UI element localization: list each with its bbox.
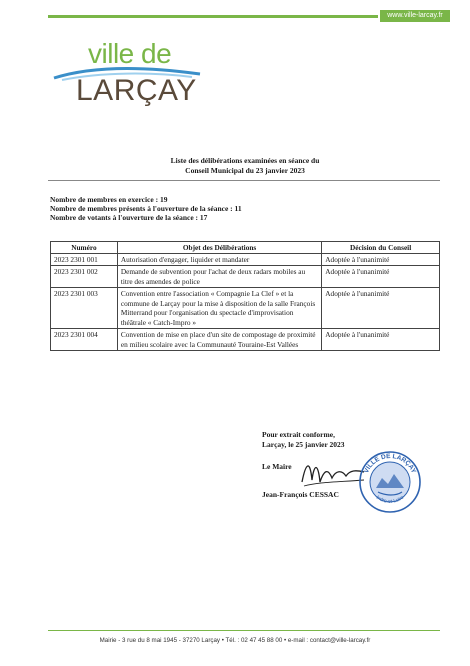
count-presents: Nombre de membres présents à l'ouverture de la séance : 11 xyxy=(50,204,242,213)
row-objet: Convention de mise en place d'un site de compostage de proximité en milieu scolaire avec la Communauté Touraine-Est Vallées xyxy=(117,329,321,351)
footer-divider xyxy=(48,630,440,631)
mayor-name: Jean-François CESSAC xyxy=(262,490,339,499)
header-decision: Décision du Conseil xyxy=(322,242,440,254)
row-number: 2023 2301 004 xyxy=(51,329,118,351)
title-divider xyxy=(48,180,440,181)
row-number: 2023 2301 002 xyxy=(51,266,118,288)
row-number: 2023 2301 003 xyxy=(51,288,118,329)
table-row xyxy=(51,253,440,266)
footer-address: Mairie - 3 rue du 8 mai 1945 - 37270 Larçay • Tél. : 02 47 45 88 00 • e-mail : contact@ville-larcay.fr xyxy=(99,637,371,644)
row-decision: Adoptée à l'unanimité xyxy=(322,288,440,329)
count-votants: Nombre de votants à l'ouverture de la séance : 17 xyxy=(50,213,208,222)
title-line-1: Liste des délibérations examinées en séance du xyxy=(170,156,320,165)
table-row xyxy=(51,288,440,329)
website-badge[interactable]: www.ville-larcay.fr xyxy=(380,10,450,22)
row-objet: Demande de subvention pour l'achat de deux radars mobiles au titre des amendes de police xyxy=(117,266,321,288)
table-header-row xyxy=(51,242,440,254)
deliberations-table xyxy=(50,241,440,351)
member-counts xyxy=(50,195,242,222)
header-green-line xyxy=(48,15,378,18)
header-objet: Objet des Délibérations xyxy=(117,242,321,254)
logo-ville-de: ville de xyxy=(88,38,172,69)
stamp-bottom-text: Indre-et-Loire xyxy=(374,494,406,505)
row-decision: Adoptée à l'unanimité xyxy=(322,266,440,288)
stamp-top-text: VILLE DE LARÇAY xyxy=(362,452,418,475)
row-objet: Autorisation d'engager, liquider et mandater xyxy=(117,253,321,266)
count-exercice: Nombre de membres en exercice : 19 xyxy=(50,195,168,204)
mayor-role: Le Maire xyxy=(262,462,292,471)
title-line-2: Conseil Municipal du 23 janvier 2023 xyxy=(185,166,305,175)
row-number: 2023 2301 001 xyxy=(51,253,118,266)
logo-larcay: LARÇAY xyxy=(76,74,197,107)
table-row xyxy=(51,329,440,351)
town-hall-stamp xyxy=(358,450,422,514)
document-title xyxy=(120,156,370,176)
row-decision: Adoptée à l'unanimité xyxy=(322,253,440,266)
extract-block xyxy=(262,430,345,450)
row-decision: Adoptée à l'unanimité xyxy=(322,329,440,351)
extract-conforme: Pour extrait conforme, xyxy=(262,430,335,439)
header-numero: Numéro xyxy=(51,242,118,254)
table-row xyxy=(51,266,440,288)
row-objet: Convention entre l'association « Compagnie La Clef » et la commune de Larçay pour la mise à disposition de la salle François Mitterrand pour l'organisation du spectacle d'improvisation théâtrale « Catch-Impro » xyxy=(117,288,321,329)
ville-de-larcay-logo xyxy=(52,38,202,108)
extract-date: Larçay, le 25 janvier 2023 xyxy=(262,440,345,449)
